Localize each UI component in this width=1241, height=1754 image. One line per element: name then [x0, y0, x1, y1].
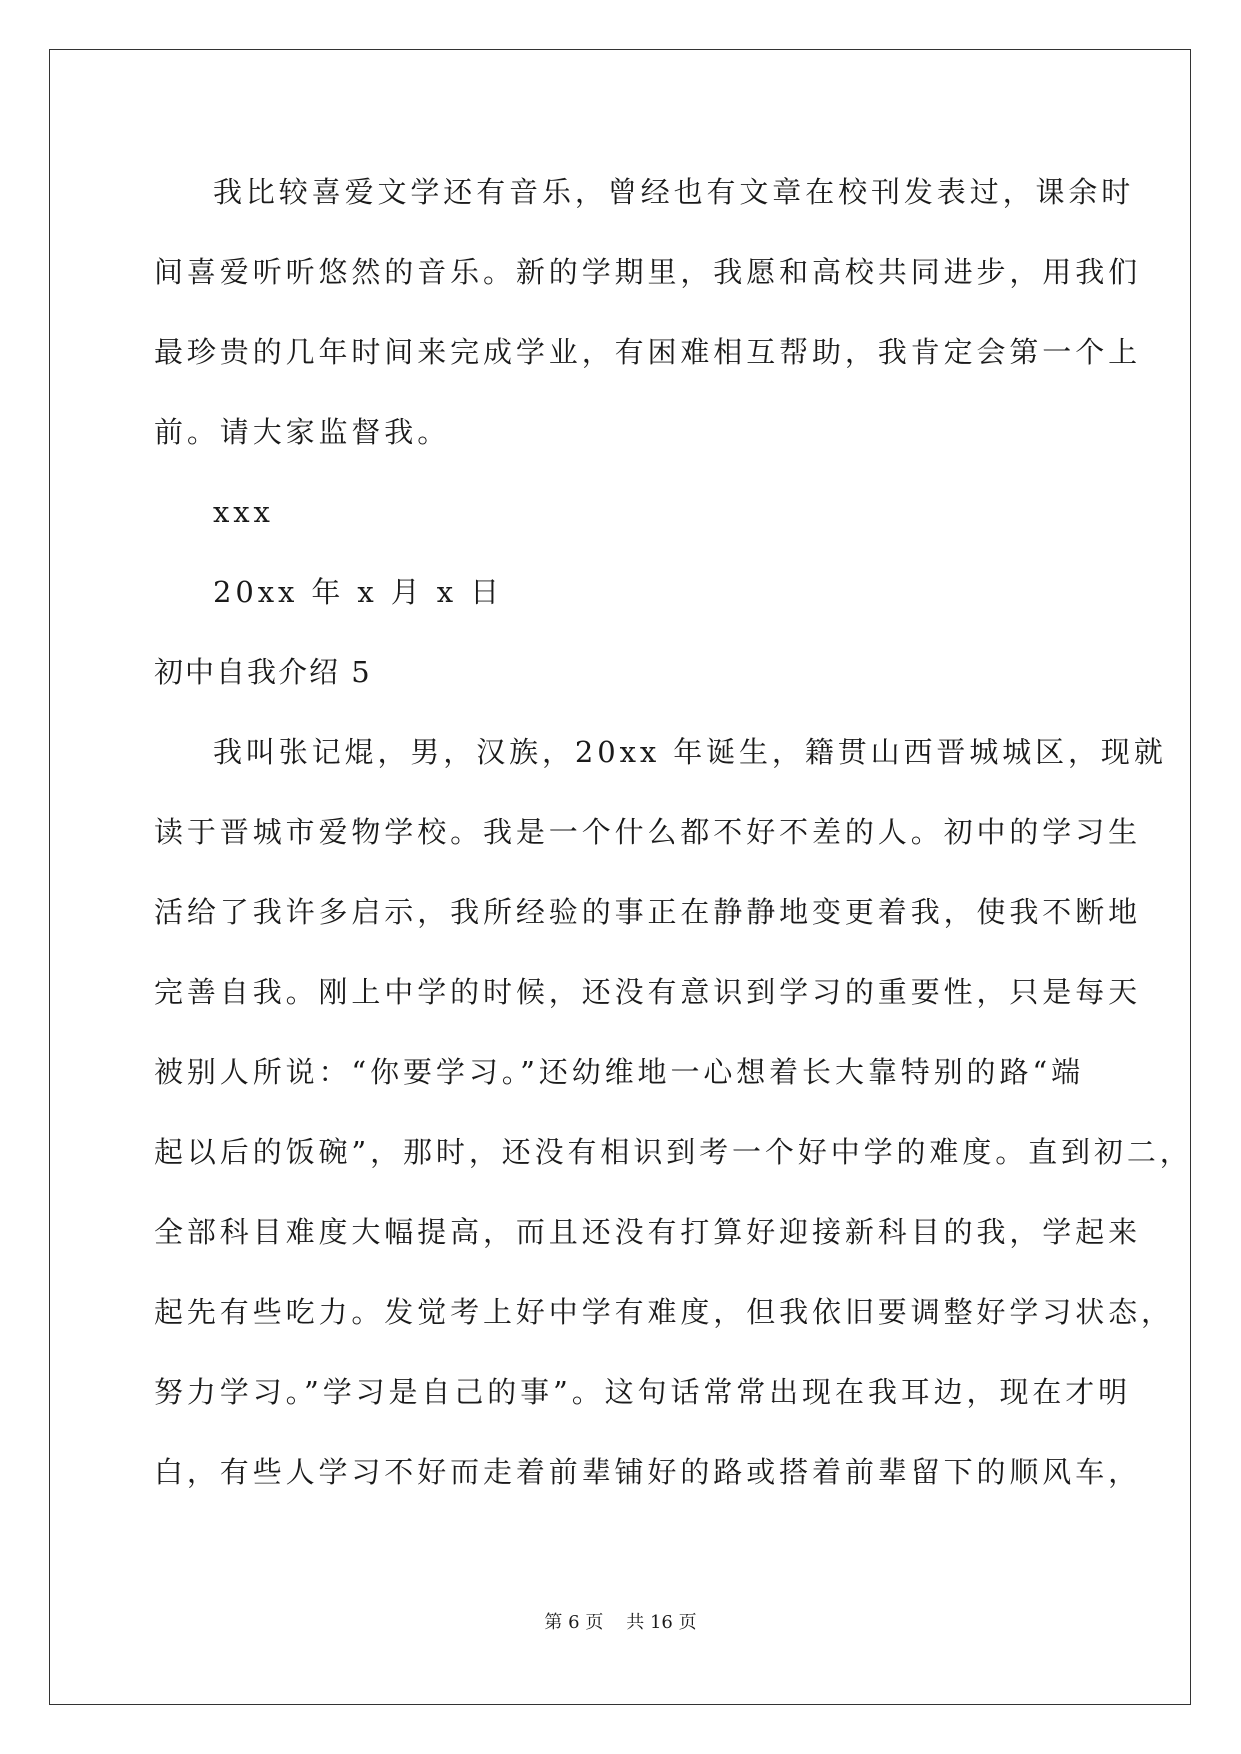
section-heading: 初中自我介绍 5	[154, 655, 372, 689]
text-line: 前。请大家监督我。	[154, 415, 451, 449]
text-line: 全部科目难度大幅提高，而且还没有打算好迎接新科目的我，学起来	[154, 1215, 1142, 1249]
page-footer	[0, 1611, 1241, 1635]
footer-spacer	[603, 1612, 626, 1633]
text-line: 读于晋城市爱物学校。我是一个什么都不好不差的人。初中的学习生	[154, 815, 1142, 849]
text-line: 我叫张记焜，男，汉族，20xx 年诞生，籍贯山西晋城城区，现就	[213, 735, 1167, 769]
current-page-number: 第 6 页	[544, 1612, 604, 1633]
text-line: 最珍贵的几年时间来完成学业，有困难相互帮助，我肯定会第一个上	[154, 335, 1142, 369]
total-pages: 共 16 页	[626, 1612, 697, 1633]
signature-date: 20xx 年 x 月 x 日	[213, 575, 504, 609]
text-line: 完善自我。刚上中学的时候，还没有意识到学习的重要性，只是每天	[154, 975, 1142, 1009]
text-line: 间喜爱听听悠然的音乐。新的学期里，我愿和高校共同进步，用我们	[154, 255, 1142, 289]
text-line: 起先有些吃力。发觉考上好中学有难度，但我依旧要调整好学习状态，	[154, 1295, 1174, 1329]
signature-name: xxx	[213, 495, 274, 529]
text-line: 起以后的饭碗”，那时，还没有相识到考一个好中学的难度。直到初二，	[154, 1135, 1193, 1169]
text-line: 我比较喜爱文学还有音乐，曾经也有文章在校刊发表过，课余时	[213, 175, 1135, 209]
text-line: 努力学习。”学习是自己的事”。这句话常常出现在我耳边，现在才明	[154, 1375, 1132, 1409]
text-line: 白，有些人学习不好而走着前辈铺好的路或搭着前辈留下的顺风车，	[154, 1455, 1142, 1489]
text-line: 活给了我许多启示，我所经验的事正在静静地变更着我，使我不断地	[154, 895, 1142, 929]
document-body	[154, 168, 1193, 1528]
text-line: 被别人所说：“你要学习。”还幼维地一心想着长大靠特别的路“端	[154, 1055, 1084, 1089]
